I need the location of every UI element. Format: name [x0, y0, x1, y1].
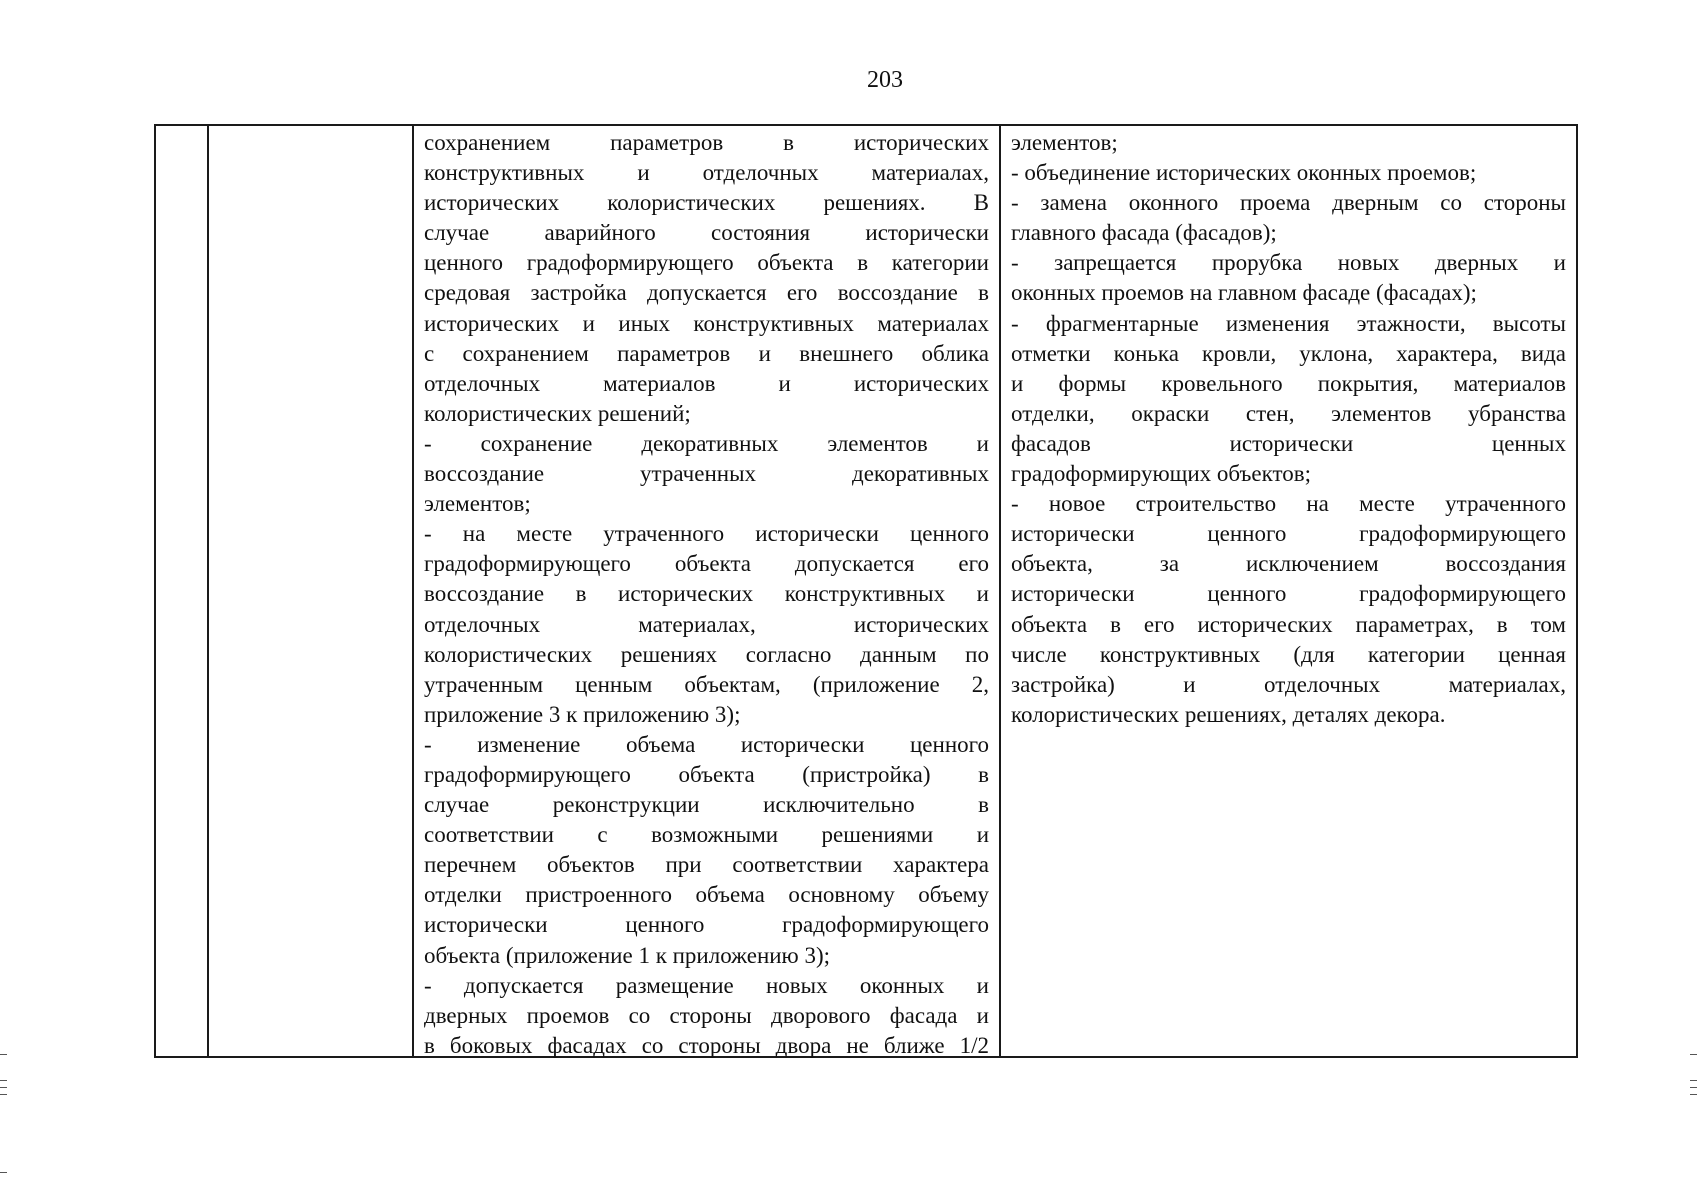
text-line: отделки, окраски стен, элементов убранства [1011, 400, 1566, 426]
text-line: - замена оконного проема дверным со стороны [1011, 190, 1566, 216]
text-line: - изменение объема исторически ценного [424, 731, 989, 757]
text-line: элементов; [424, 491, 531, 517]
text-line: исторически ценного градоформирующего [1011, 521, 1566, 547]
text-line: отделочных материалах, исторических [424, 611, 989, 637]
text-line: градоформирующих объектов; [1011, 461, 1312, 487]
regulations-table [154, 124, 1578, 1058]
text-line: - объединение исторических оконных проемов; [1011, 160, 1477, 186]
text-line: случае аварийного состояния исторически [424, 220, 989, 246]
text-line: градоформирующего объекта (пристройка) в [424, 761, 989, 787]
scan-edge-mark-left-2 [0, 1080, 7, 1081]
scan-edge-mark-left-3 [0, 1087, 7, 1088]
text-line: исторически ценного градоформирующего [424, 912, 989, 938]
text-line: - сохранение декоративных элементов и [424, 430, 989, 456]
table-column-3-text [414, 126, 1001, 1056]
scan-edge-mark-left-1 [0, 1054, 7, 1055]
text-line: элементов; [1011, 130, 1118, 155]
text-line: оконных проемов на главном фасаде (фасадах); [1011, 280, 1477, 306]
text-line: - запрещается прорубка новых дверных и [1011, 250, 1566, 276]
text-line: объекта в его исторических параметрах, в том [1011, 611, 1566, 637]
text-line: главного фасада (фасадов); [1011, 220, 1277, 246]
text-line: числе конструктивных (для категории ценная [1011, 641, 1566, 667]
text-line: - новое строительство на месте утраченного [1011, 491, 1566, 517]
text-line: объекта (приложение 1 к приложению 3); [424, 942, 831, 968]
text-line: соответствии с возможными решениями и [424, 822, 989, 848]
text-line: отметки конька кровли, уклона, характера, вида [1011, 340, 1566, 366]
text-line: сохранением параметров в исторических [424, 130, 989, 155]
scan-edge-mark-left-5 [0, 1172, 7, 1173]
page-number: 203 [867, 67, 903, 93]
table-column-2 [209, 126, 414, 1056]
text-line: ценного градоформирующего объекта в категории [424, 250, 989, 276]
text-line: фасадов исторически ценных [1011, 430, 1566, 456]
text-line: приложение 3 к приложению 3); [424, 701, 741, 727]
text-line: дверных проемов со стороны дворового фасада и [424, 1002, 989, 1028]
text-line: отделочных материалов и исторических [424, 370, 989, 396]
text-line: исторических колористических решениях. В [424, 190, 989, 216]
text-line: с сохранением параметров и внешнего облика [424, 340, 989, 366]
text-line: воссоздание в исторических конструктивных и [424, 581, 989, 607]
text-line: градоформирующего объекта допускается его [424, 551, 989, 577]
text-line: случае реконструкции исключительно в [424, 792, 989, 818]
text-line: застройка) и отделочных материалах, [1011, 671, 1566, 697]
scan-edge-mark-right-2 [1690, 1080, 1697, 1081]
text-line: в боковых фасадах со стороны двора не ближе 1/2 [424, 1032, 989, 1058]
scan-edge-mark-left-4 [0, 1094, 7, 1095]
text-line: - допускается размещение новых оконных и [424, 972, 989, 998]
text-line: исторически ценного градоформирующего [1011, 581, 1566, 607]
scan-edge-mark-right-3 [1690, 1087, 1697, 1088]
text-line: колористических решениях согласно данным по [424, 641, 989, 667]
text-line: и формы кровельного покрытия, материалов [1011, 370, 1566, 396]
text-line: отделки пристроенного объема основному объему [424, 882, 989, 908]
text-line: утраченным ценным объектам, (приложение 2, [424, 671, 989, 697]
text-line: колористических решениях, деталях декора. [1011, 701, 1446, 727]
text-line: объекта, за исключением воссоздания [1011, 551, 1566, 577]
text-line: - фрагментарные изменения этажности, высоты [1011, 310, 1566, 336]
scan-edge-mark-right-4 [1690, 1094, 1697, 1095]
text-line: - на месте утраченного исторически ценного [424, 521, 989, 547]
text-line: перечнем объектов при соответствии характера [424, 852, 989, 878]
text-line: конструктивных и отделочных материалах, [424, 160, 989, 186]
scan-edge-mark-right-1 [1690, 1054, 1697, 1055]
table-column-1 [156, 126, 209, 1056]
text-line: средовая застройка допускается его воссоздание в [424, 280, 989, 306]
text-line: колористических решений; [424, 400, 691, 426]
text-line: воссоздание утраченных декоративных [424, 461, 989, 487]
text-line: исторических и иных конструктивных материалах [424, 310, 989, 336]
table-column-4-text [1001, 126, 1576, 1056]
